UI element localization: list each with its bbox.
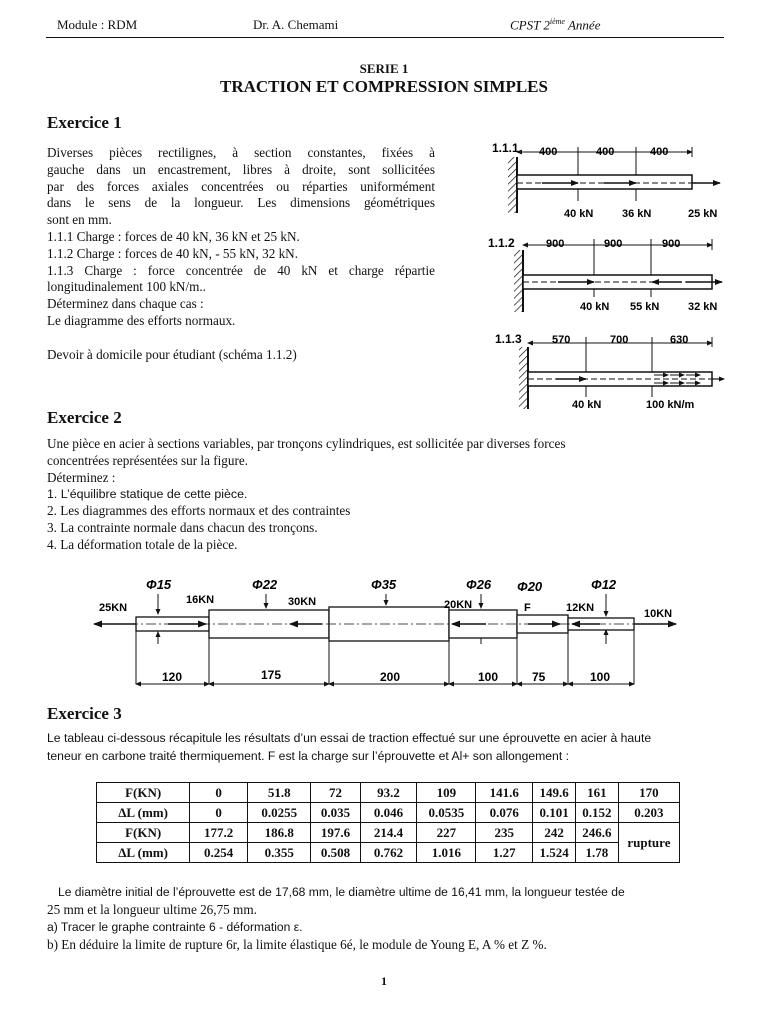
table-row	[97, 823, 680, 843]
force-label: F	[524, 602, 531, 614]
fig-113-force: 100 kN/m	[646, 399, 695, 411]
length-label: 175	[261, 668, 282, 682]
diameter-label: Φ26	[466, 577, 492, 592]
table-row	[97, 803, 680, 823]
ex1-line: gauche dans un encastrement, libres à droite, sont sollicitées	[47, 161, 435, 177]
table-cell-rupture: rupture	[618, 823, 679, 863]
length-label: 100	[590, 670, 611, 684]
table-cell: 214.4	[360, 823, 417, 843]
fig-112-wall	[514, 250, 523, 312]
exercise-3-title: Exercice 3	[47, 704, 122, 723]
header-module: Module : RDM	[57, 17, 138, 32]
header-class-sup: ième	[549, 17, 565, 26]
ex1-homework: Devoir à domicile pour étudiant (schéma 1.1.2)	[47, 346, 297, 362]
ex2-line: Déterminez :	[47, 469, 116, 485]
table-cell: 149.6	[533, 783, 576, 803]
table-cell: 0.0255	[248, 803, 311, 823]
fig-112-force: 32 kN	[688, 301, 718, 313]
ex1-line: 1.1.3 Charge : force concentrée de 40 kN et charge répartie	[47, 262, 435, 278]
exercise-2-figure	[90, 572, 690, 692]
serie-label: SERIE 1	[359, 61, 409, 76]
ex2-item: 2. Les diagrammes des efforts normaux et des contraintes	[47, 503, 351, 519]
fig-112-dim: 900	[604, 238, 623, 250]
header-class	[510, 17, 600, 33]
fig-113-dim: 570	[552, 334, 571, 346]
fig-111-dim: 400	[596, 146, 615, 158]
fig-113-dim: 630	[670, 334, 689, 346]
ex1-line: par des forces axiales concentrées ou réparties uniformément	[47, 178, 435, 194]
table-cell: 0.254	[190, 843, 248, 863]
fig-111-force: 40 kN	[564, 208, 594, 220]
table-cell: 235	[476, 823, 533, 843]
table-cell: 51.8	[248, 783, 311, 803]
ex1-line: longitudinalement 100 kN/m..	[47, 279, 206, 295]
fig-111-label: 1.1.1	[492, 141, 519, 155]
table-cell: 0	[190, 803, 248, 823]
fig-112-dim: 900	[662, 238, 681, 250]
table-cell: 109	[417, 783, 476, 803]
ex2-item: 4. La déformation totale de la pièce.	[47, 536, 238, 552]
ex1-line: sont en mm.	[47, 212, 112, 228]
ex3-line: Le diamètre initial de l’éprouvette est de 17,68 mm, le diamètre ultime de 16,41 mm, la longueur testée de	[58, 885, 625, 899]
table-cell: 72	[311, 783, 360, 803]
fig-111-dim: 400	[650, 146, 669, 158]
table-cell: 0.152	[576, 803, 619, 823]
table-cell: F(KN)	[97, 783, 190, 803]
table-cell: 242	[533, 823, 576, 843]
ex3-line: b) En déduire la limite de rupture 6r, la limite élastique 6é, le module de Young E, A % et Z %.	[47, 937, 547, 953]
exercise-3-text	[47, 884, 757, 954]
exercise-1-text	[47, 145, 435, 363]
force-label: 30KN	[288, 596, 317, 608]
ex2-item: 1. L’équilibre statique de cette pièce.	[47, 487, 248, 502]
table-row	[97, 783, 680, 803]
ex3-line: 25 mm et la longueur ultime 26,75 mm.	[47, 902, 257, 918]
table-cell: 0.203	[618, 803, 679, 823]
header-author: Dr. A. Chemami	[253, 17, 339, 32]
table-cell: 1.016	[417, 843, 476, 863]
table-cell: 246.6	[576, 823, 619, 843]
force-label: 25KN	[99, 602, 128, 614]
table-cell: ΔL (mm)	[97, 843, 190, 863]
diameter-label: Φ12	[591, 577, 617, 592]
exercise-1-title: Exercice 1	[47, 113, 122, 132]
ex1-line: Diverses pièces rectilignes, à section constantes, fixées à	[47, 145, 435, 160]
table-cell: 1.524	[533, 843, 576, 863]
table-cell: 1.27	[476, 843, 533, 863]
header-class-prefix: CPST 2	[510, 17, 550, 33]
header-class-suffix: Année	[564, 17, 601, 33]
table-row	[97, 843, 680, 863]
force-label: 20KN	[444, 599, 473, 611]
table-cell: 227	[417, 823, 476, 843]
table-cell: 177.2	[190, 823, 248, 843]
fig-113-force: 40 kN	[572, 399, 602, 411]
table-cell: 197.6	[311, 823, 360, 843]
ex3-line: Le tableau ci-dessous récapitule les résultats d’un essai de traction effectué sur une éprouvette en acier à haute	[47, 731, 652, 745]
diameter-label: Φ22	[252, 577, 278, 592]
force-label: 10KN	[644, 608, 673, 620]
fig-111-wall	[508, 157, 517, 213]
table-cell: 0.101	[533, 803, 576, 823]
length-label: 120	[162, 670, 183, 684]
fig-111-force: 25 kN	[688, 208, 718, 220]
ex2-item: 3. La contrainte normale dans chacun des tronçons.	[47, 519, 318, 535]
length-label: 200	[380, 670, 401, 684]
fig-111-force: 36 kN	[622, 208, 652, 220]
length-label: 75	[532, 670, 546, 684]
fig-112-force: 55 kN	[630, 301, 660, 313]
table-cell: 93.2	[360, 783, 417, 803]
table-cell: 141.6	[476, 783, 533, 803]
table-cell: 1.78	[576, 843, 619, 863]
table-cell: 0.355	[248, 843, 311, 863]
table-cell: 0	[190, 783, 248, 803]
ex1-line: dans le sens de la longueur. Les dimensions géométriques	[47, 195, 435, 211]
ex3-line: a) Tracer le graphe contrainte 6 - déformation ε.	[47, 919, 303, 934]
fig-112-dim: 900	[546, 238, 565, 250]
table-cell: 0.046	[360, 803, 417, 823]
fig-111-dim: 400	[539, 146, 558, 158]
header-rule	[46, 37, 724, 38]
table-cell: 0.0535	[417, 803, 476, 823]
exercise-2-title: Exercice 2	[47, 408, 122, 427]
fig-113-dim: 700	[610, 334, 629, 346]
exercise-3-intro	[47, 730, 747, 765]
table-cell: 161	[576, 783, 619, 803]
table-cell: 0.035	[311, 803, 360, 823]
table-cell: 170	[618, 783, 679, 803]
table-cell: ΔL (mm)	[97, 803, 190, 823]
table-cell: 0.076	[476, 803, 533, 823]
table-cell: 186.8	[248, 823, 311, 843]
force-label: 12KN	[566, 602, 595, 614]
page-title: TRACTION ET COMPRESSION SIMPLES	[220, 77, 548, 96]
fig-113-dimension-line	[528, 337, 712, 397]
diameter-label: Φ20	[517, 579, 543, 594]
ex3-line: teneur en carbone traité thermiquement. F est la charge sur l’éprouvette et Al+ son allongement :	[47, 748, 569, 763]
ex2-line: Une pièce en acier à sections variables, par tronçons cylindriques, est sollicitée par diverses forces	[47, 436, 566, 451]
table-cell: 0.762	[360, 843, 417, 863]
ex1-line: Le diagramme des efforts normaux.	[47, 312, 236, 328]
fig-112-label: 1.1.2	[488, 236, 515, 250]
length-label: 100	[478, 670, 499, 684]
table-cell: F(KN)	[97, 823, 190, 843]
fig-113-wall	[519, 347, 528, 409]
diameter-label: Φ15	[146, 577, 172, 592]
fig-111-bar	[517, 175, 692, 189]
fig-113-label: 1.1.3	[495, 332, 522, 346]
exercise-1-figures	[486, 135, 726, 415]
page-number: 1	[381, 974, 387, 988]
ex1-line: 1.1.1 Charge : forces de 40 kN, 36 kN et 25 kN.	[47, 228, 300, 244]
ex1-line: Déterminez dans chaque cas :	[47, 296, 204, 312]
table-cell: 0.508	[311, 843, 360, 863]
tensile-test-table	[96, 782, 680, 863]
ex2-line: concentrées représentées sur la figure.	[47, 452, 249, 468]
ex1-line: 1.1.2 Charge : forces de 40 kN, - 55 kN, 32 kN.	[47, 245, 299, 261]
diameter-label: Φ35	[371, 577, 397, 592]
exercise-2-text	[47, 436, 747, 554]
force-label: 16KN	[186, 594, 215, 606]
fig-112-force: 40 kN	[580, 301, 610, 313]
